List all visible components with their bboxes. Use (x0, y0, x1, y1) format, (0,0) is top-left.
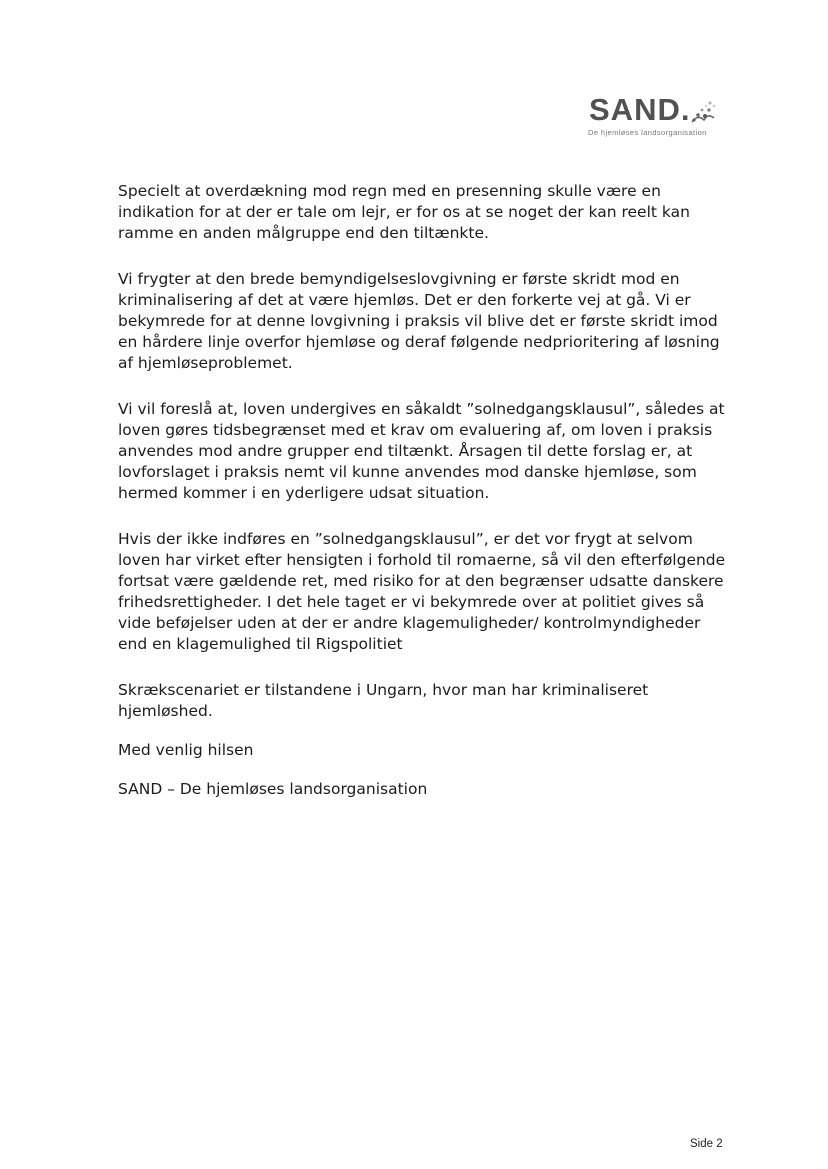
paragraph-tarp: Specielt at overdækning mod regn med en presenning skulle være en indikation for at der er tale om lejr, er for os at se noget der kan reelt kan ramme en anden målgruppe end den tiltænkte. (118, 182, 690, 242)
sand-logo (586, 92, 726, 144)
logo-wordmark: SAND. (589, 92, 691, 127)
paragraph-sunset-clause-proposal: Vi vil foreslå at, loven undergives en såkaldt ”solnedgangsklausul”, således at loven gøres tidsbegrænset med et krav om evaluering af, om loven i praksis anvendes mod andre grupper end tiltænkt. Årsagen til dette forslag er, at lovforslaget i praksis nemt vil kunne anvendes mod danske hjemløse, som hermed kommer i en yderligere udsat situation. (118, 400, 725, 502)
letter-signature: SAND – De hjemløses landsorganisation (118, 780, 428, 798)
sand-logo-mark-icon (684, 100, 718, 124)
letter-body (118, 181, 730, 825)
page-number: Side 2 (690, 1138, 723, 1150)
paragraph-hungary: Skrækscenariet er tilstandene i Ungarn, hvor man har kriminaliseret hjemløshed. (118, 681, 649, 720)
paragraph-sunset-clause-concern: Hvis der ikke indføres en ”solnedgangsklausul”, er det vor frygt at selvom loven har virket efter hensigten i forhold til romaerne, så vil den efterfølgende fortsat være gældende ret, med risiko for at den begrænser udsatte danskere frihedsrettigheder. I det hele taget er vi bekymrede over at politiet gives så vide beføjelser uden at der er andre klagemuligheder/ kontrolmyndigheder end en klagemulighed til Rigspolitiet (118, 530, 726, 653)
letter-closing: Med venlig hilsen (118, 741, 254, 759)
paragraph-criminalisation-fear: Vi frygter at den brede bemyndigelseslovgivning er første skridt mod en kriminalisering af det at være hjemløs. Det er den forkerte vej at gå. Vi er bekymrede for at denne lovgivning i praksis vil blive det er første skridt imod en hårdere linje overfor hjemløse og deraf følgende nedprioritering af løsning af hjemløseproblemet. (118, 270, 720, 372)
logo-tagline: De hjemløses landsorganisation (588, 128, 707, 137)
